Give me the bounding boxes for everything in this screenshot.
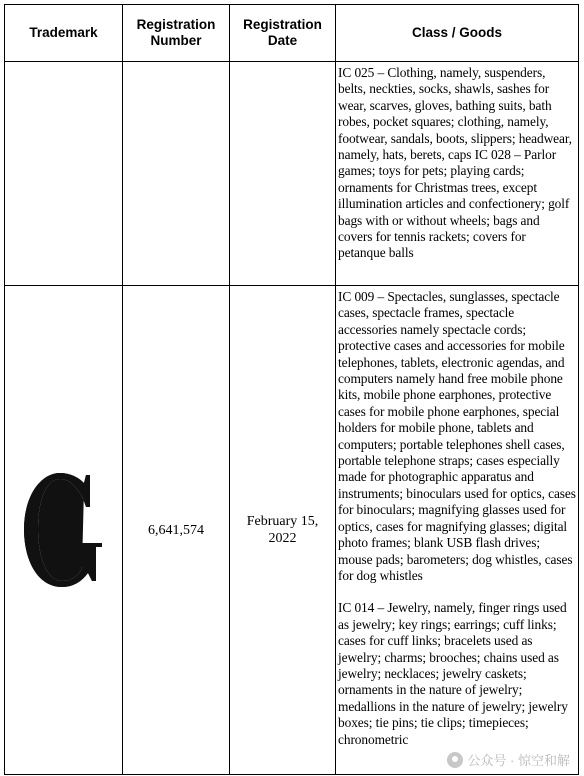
svg-text:D: D xyxy=(60,548,73,565)
goyard-logo xyxy=(5,471,122,589)
header-row xyxy=(5,5,579,62)
table-row xyxy=(5,62,579,286)
goods-text: IC 014 – Jewelry, namely, finger rings used as jewelry; key rings; earrings; cuff links; cases for cuff links; bracelets used as jewelry; charms; brooches; chains used as jewelry; necklaces; jewelry caskets; ornaments in the nature of jewelry; medallions in the nature of jewelry; jewelry boxes; tie pins; tie clips; timepieces; chronometric xyxy=(338,600,568,747)
registration-date-cell xyxy=(230,62,336,286)
svg-text:Y: Y xyxy=(57,508,66,520)
header-trademark: Trademark xyxy=(5,5,123,62)
goods-text: IC 009 – Spectacles, sunglasses, spectacle cases, spectacle frames, spectacle accessories namely spectacle cords; protective cases and accessories for mobile telephones, tablets, electronic agendas, and computers namely hand free mobile phone kits, mobile phone earphones, protective cases for mobile phone earphones, special holders for mobile phone, tablets and computers; portable telephones shell cases, portable telephone straps; cases especially made for photographic apparatus and instruments; binoculars used for optics, cases for binoculars; magnifying glasses used for optics, cases for magnifying glasses; digital photo frames; blank USB flash drives; mouse pads; barometers; dog whistles, cases for dog whistles xyxy=(338,289,576,583)
trademark-cell xyxy=(5,286,123,775)
trademark-table xyxy=(4,4,579,775)
registration-number-cell xyxy=(123,286,230,775)
document-page xyxy=(4,4,578,775)
header-registration-date: Registration Date xyxy=(230,5,336,62)
header-class-goods: Class / Goods xyxy=(336,5,579,62)
registration-number-cell xyxy=(123,62,230,286)
svg-text:R: R xyxy=(51,533,60,548)
trademark-cell xyxy=(5,62,123,286)
goyard-monogram-icon xyxy=(24,471,104,589)
goods-text: IC 025 – Clothing, namely, suspenders, belts, neckties, socks, shawls, sashes for wear, scarves, gloves, bathing suits, bath robes, pocket squares; clothing, namely, footwear, sandals, boots, slippers; headwear, namely, hats, berets, caps IC 028 – Parlor games; toys for pets; playing cards; ornaments for Christmas trees, except illumination articles and confectionery; golf bags with or without wheels; bags and covers for tennis rackets; covers for petanque balls xyxy=(338,65,572,261)
registration-number: 6,641,574 xyxy=(148,522,204,538)
watermark-text: 公众号 · 惊空和解 xyxy=(467,753,570,768)
class-goods-cell xyxy=(336,62,579,286)
header-registration-number: Registration Number xyxy=(123,5,230,62)
wechat-icon xyxy=(447,752,463,768)
svg-text:A: A xyxy=(56,517,67,532)
class-goods-cell xyxy=(336,286,579,775)
table-row xyxy=(5,286,579,775)
registration-date-cell xyxy=(230,286,336,775)
watermark xyxy=(447,750,570,769)
registration-date: February 15, 2022 xyxy=(246,514,319,546)
